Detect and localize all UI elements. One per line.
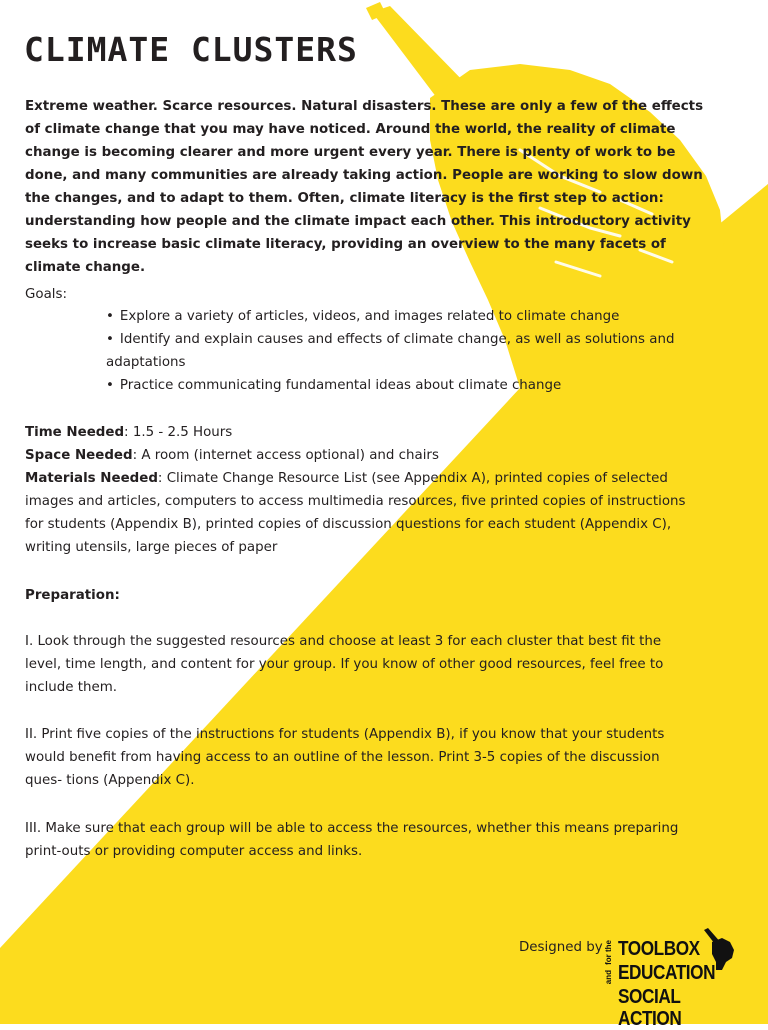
logo-fist-icon [700, 928, 736, 972]
time-needed-label: Time Needed [25, 425, 125, 440]
preparation-heading: Preparation: [25, 588, 120, 603]
logo-small-text: and [604, 970, 613, 985]
goal-item: • Identify and explain causes and effects of climate change, as well as solutions and adaptations [106, 332, 675, 370]
page-title: CLIMATE CLUSTERS [24, 30, 358, 69]
designed-by-label: Designed by [519, 940, 603, 955]
space-needed-label: Space Needed [25, 448, 133, 463]
logo-small-text: for the [604, 940, 613, 965]
goal-item: • Practice communicating fundamental ideas about climate change [106, 378, 562, 393]
space-needed-value: : A room (internet access optional) and chairs [132, 448, 439, 463]
logo-line: TOOLBOX [618, 938, 700, 960]
preparation-step: I. Look through the suggested resources and choose at least 3 for each cluster that best fit the level, time length, and content for your group. If you know of other good resources, feel free to include them. [25, 634, 664, 695]
goals-heading: Goals: [25, 287, 67, 302]
preparation-step: II. Print five copies of the instructions for students (Appendix B), if you know that your students would benefit from having access to an outline of the lesson. Print 3-5 copies of the discussion ques- tions (Appendix C). [25, 727, 665, 788]
bullet-icon: • [106, 309, 114, 324]
preparation-step: III. Make sure that each group will be able to access the resources, whether this means preparing print-outs or providing computer access and links. [25, 821, 679, 859]
materials-needed-label: Materials Needed [25, 471, 158, 486]
logo-line: SOCIAL ACTION [618, 986, 682, 1030]
bullet-icon: • [106, 378, 114, 393]
goal-item: • Explore a variety of articles, videos, and images related to climate change [106, 309, 620, 324]
activity-details [25, 421, 705, 559]
bullet-icon: • [106, 332, 114, 347]
goals-list [106, 305, 696, 397]
toolbox-logo [604, 936, 740, 1030]
logo-line: EDUCATION [618, 962, 716, 984]
intro-paragraph: Extreme weather. Scarce resources. Natural disasters. These are only a few of the effects of climate change that you may have noticed. Around the world, the reality of climate change is becoming clearer and more urgent every year. There is plenty of work to be done, and many communities are already taking action. People are working to slow down the changes, and to adapt to them. Often, climate literacy is the first step to action: understanding how people and the climate impact each other. This introductory activity seeks to increase basic climate literacy, providing an overview to the many facets of climate change. [25, 99, 704, 275]
materials-needed-value: : Climate Change Resource List (see Appendix A), printed copies of selected images and articles, computers to access multimedia resources, five printed copies of instructions for students (Appendix B), printed copies of discussion questions for each student (Appendix C), writing utensils, large pieces of paper [25, 471, 686, 555]
time-needed-value: : 1.5 - 2.5 Hours [124, 425, 233, 440]
